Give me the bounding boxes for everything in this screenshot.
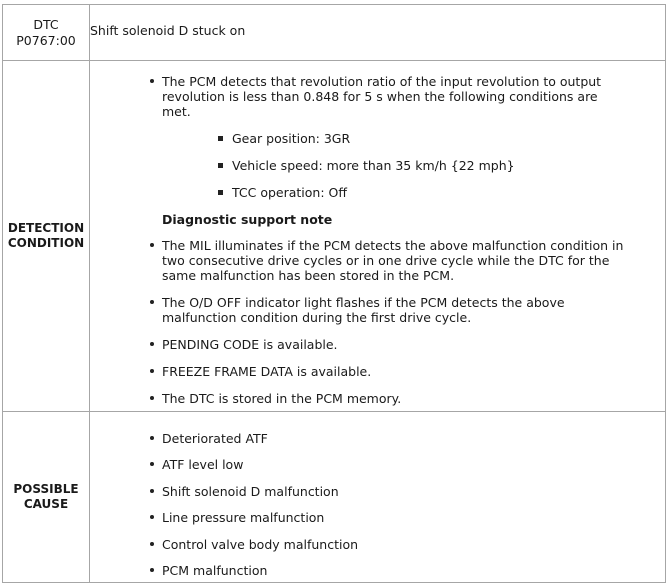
dtc-code: P0767:00 xyxy=(16,32,76,48)
bullet-icon xyxy=(150,369,154,373)
note-line: PENDING CODE is available. xyxy=(162,337,338,352)
square-bullet-icon xyxy=(218,163,223,168)
bullet-icon xyxy=(150,396,154,400)
sub-condition: Gear position: 3GR xyxy=(232,131,351,146)
note-line: The DTC is stored in the PCM memory. xyxy=(162,391,402,406)
note-line: two consecutive drive cycles or in one drive cycle while the DTC for the xyxy=(162,253,610,268)
bullet-icon xyxy=(150,489,154,493)
dtc-label: DTC xyxy=(33,16,59,32)
note-line: same malfunction has been stored in the PCM. xyxy=(162,268,455,283)
sub-condition: TCC operation: Off xyxy=(232,185,347,200)
main-condition-line: met. xyxy=(162,104,191,119)
dtc-row xyxy=(3,5,665,61)
dtc-header-cell xyxy=(3,5,90,60)
square-bullet-icon xyxy=(218,190,223,195)
cause-item: Deteriorated ATF xyxy=(162,431,268,446)
bullet-icon xyxy=(150,462,154,466)
possible-cause-row xyxy=(3,412,665,582)
detection-label-line1: DETECTION xyxy=(7,221,85,235)
bullet-icon xyxy=(150,79,154,83)
possible-cause-header xyxy=(3,412,90,582)
bullet-icon xyxy=(150,300,154,304)
main-condition-line: revolution is less than 0.848 for 5 s when the following conditions are xyxy=(162,89,598,104)
possible-cause-content xyxy=(90,412,665,582)
support-note-heading: Diagnostic support note xyxy=(162,212,333,227)
possible-cause-label-line2: CAUSE xyxy=(23,497,69,511)
detection-label-line2: CONDITION xyxy=(7,236,85,250)
square-bullet-icon xyxy=(218,136,223,141)
cause-item: Shift solenoid D malfunction xyxy=(162,484,339,499)
note-line: FREEZE FRAME DATA is available. xyxy=(162,364,372,379)
cause-item: Control valve body malfunction xyxy=(162,537,359,552)
cause-item: PCM malfunction xyxy=(162,563,268,578)
bullet-icon xyxy=(150,568,154,572)
sub-condition: Vehicle speed: more than 35 km/h {22 mph} xyxy=(232,158,515,173)
dtc-table xyxy=(2,4,666,583)
detection-condition-row xyxy=(3,61,665,412)
note-line: The MIL illuminates if the PCM detects the above malfunction condition in xyxy=(162,238,624,253)
possible-cause-label-line1: POSSIBLE xyxy=(13,482,79,496)
bullet-icon xyxy=(150,436,154,440)
cause-item: Line pressure malfunction xyxy=(162,510,325,525)
bullet-icon xyxy=(150,243,154,247)
bullet-icon xyxy=(150,515,154,519)
cause-item: ATF level low xyxy=(162,457,244,472)
note-line: The O/D OFF indicator light flashes if the PCM detects the above xyxy=(162,295,565,310)
note-line: malfunction condition during the first drive cycle. xyxy=(162,310,472,325)
detection-condition-header xyxy=(3,61,90,411)
detection-condition-content xyxy=(90,61,665,411)
dtc-description: Shift solenoid D stuck on xyxy=(90,23,246,38)
dtc-description-cell xyxy=(90,5,665,60)
main-condition-line: The PCM detects that revolution ratio of the input revolution to output xyxy=(162,74,602,89)
bullet-icon xyxy=(150,342,154,346)
bullet-icon xyxy=(150,542,154,546)
